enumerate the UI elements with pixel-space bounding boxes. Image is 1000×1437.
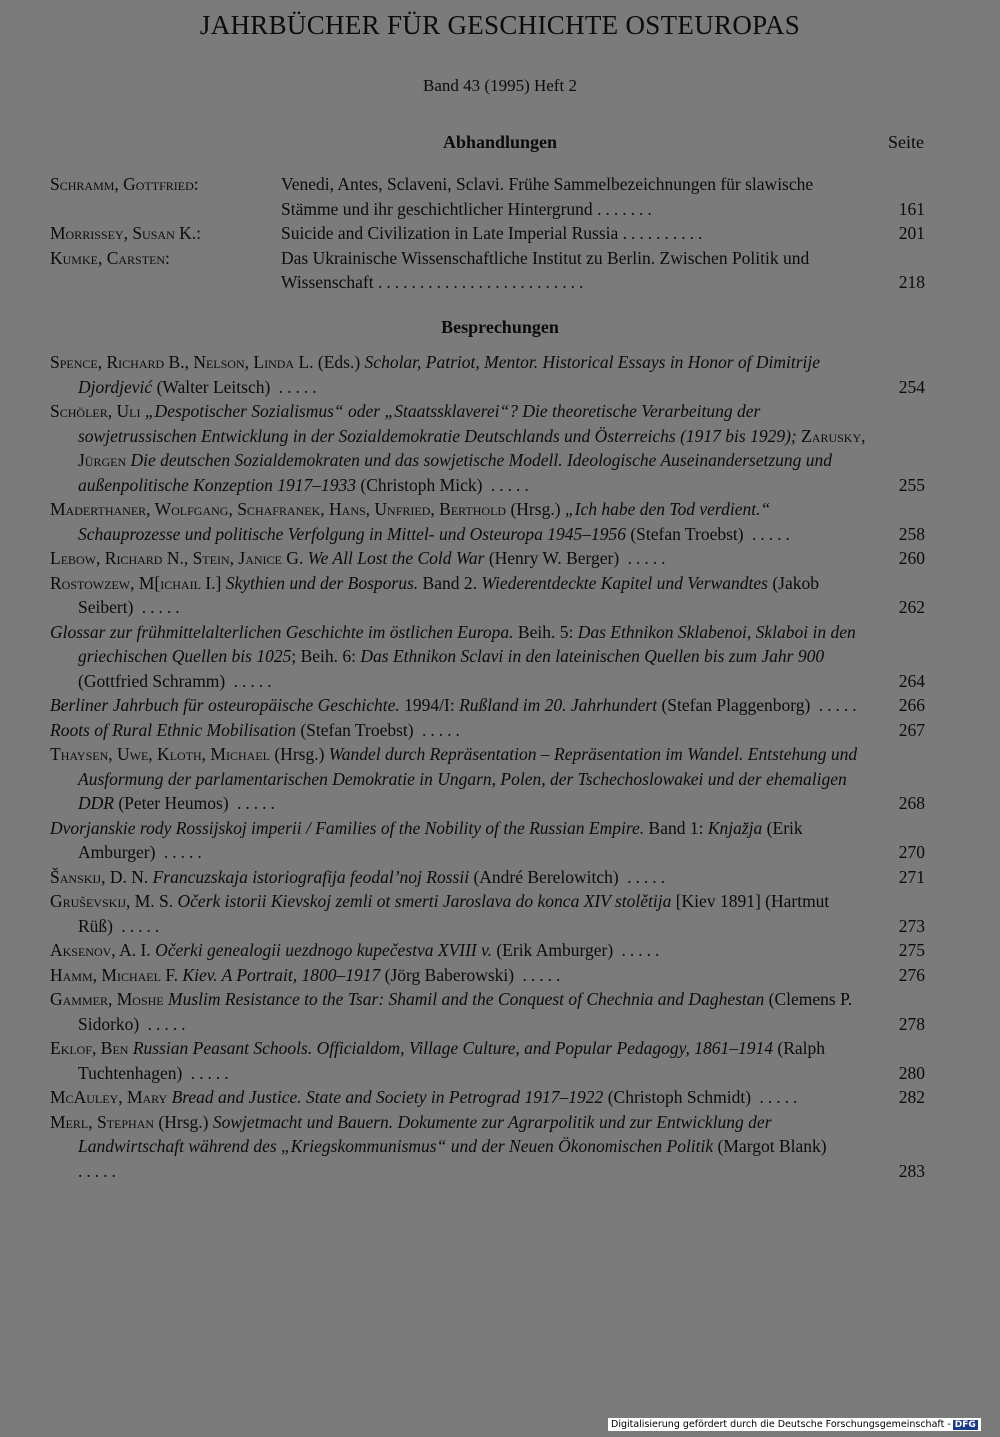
- review-text: (Henry W. Berger): [484, 548, 620, 568]
- review-text: (Stefan Troebst): [625, 523, 744, 544]
- review-citation: Aksenov, A. I. Očerki genealogii uezdnogo kupečestva XVIII v. (Erik Amburger) .....: [50, 940, 664, 960]
- review-title: Francuzskaja istoriografija feodal’noj Rossii: [148, 866, 470, 887]
- article-author: Kumke, Carsten:: [50, 247, 170, 268]
- review-author: Aksenov, A. I.: [50, 940, 151, 960]
- review-author: Rostowzew, M[ichail I.]: [50, 572, 222, 593]
- review-author: Lebow, Richard N., Stein, Janice G.: [50, 548, 304, 568]
- review-text: (Christoph Schmidt): [603, 1087, 752, 1107]
- review-text: (Margot Blank): [713, 1136, 827, 1156]
- page-column-label: Seite: [888, 132, 924, 152]
- review-text: ; Beih. 6:: [291, 646, 361, 666]
- review-entry[interactable]: [0, 718, 1000, 743]
- review-text: (Stefan Plaggenborg): [657, 695, 811, 715]
- review-entry[interactable]: [0, 620, 1000, 694]
- review-citation: Rostowzew, M[ichail I.] Skythien und der Bosporus. Band 2. Wiederentdeckte Kapitel und Verwandtes (Jakob Seibert) .....: [50, 572, 819, 617]
- review-page: 280: [898, 1062, 925, 1083]
- review-citation: Spence, Richard B., Nelson, Linda L. (Eds.) Scholar, Patriot, Mentor. Historical Essays in Honor of Dimitrije Djordjević (Walter Leitsch) .....: [50, 352, 821, 397]
- review-text: Beih. 5:: [513, 621, 578, 642]
- review-author: Maderthaner, Wolfgang, Schafranek, Hans, Unfried, Berthold: [50, 499, 507, 519]
- review-text: Band 2.: [418, 572, 482, 593]
- review-text: (Ralph Tuchtenhagen): [78, 1038, 826, 1083]
- article-title: Venedi, Antes, Sclaveni, Sclavi. Frühe Sammelbezeichnungen für slawische Stämme und ihr geschichtlicher Hintergrund: [281, 174, 814, 219]
- review-title: Knjaz̆ja: [707, 817, 763, 838]
- review-text: (Eds.): [313, 352, 365, 372]
- article-title: Suicide and Civilization in Late Imperial Russia: [281, 223, 619, 243]
- article-title: Das Ukrainische Wissenschaftliche Institut zu Berlin. Zwischen Politik und Wissenschaft: [281, 247, 810, 292]
- review-text: (Stefan Troebst): [295, 719, 414, 740]
- review-page: 283: [898, 1160, 925, 1181]
- review-citation: Merl, Stephan (Hrsg.) Sowjetmacht und Bauern. Dokumente zur Agrarpolitik und zur Entwicklung der Landwirtschaft während des „Kriegskommunismus“ und der Neuen Ökonomischen Politik (Margot Blank) .....: [50, 1111, 827, 1181]
- review-page: 271: [898, 866, 925, 887]
- review-text: (Jakob Seibert): [78, 572, 819, 617]
- abhandlungen-list: [0, 172, 1000, 295]
- footer-text: Digitalisierung gefördert durch die Deutsche Forschungsgemeinschaft -: [611, 1419, 951, 1430]
- review-title: Muslim Resistance to the Tsar: Shamil and the Conquest of Chechnia and Daghestan: [163, 989, 765, 1009]
- dfg-logo-icon: DFG: [954, 1420, 976, 1430]
- review-title: „Ich habe den Tod verdient.“ Schauprozesse und politische Verfolgung in Mittel- und Osteuropa 1945–1956: [78, 499, 771, 544]
- article-entry[interactable]: Morrissey, Susan K.: Suicide and Civilization in Late Imperial Russia .......... 201: [0, 221, 1000, 246]
- review-page: 278: [898, 1013, 925, 1034]
- review-page: 255: [898, 474, 925, 495]
- review-title: „Despotischer Sozialismus“ oder „Staatssklaverei“? Die theoretische Verarbeitung der sowjetrussischen Entwicklung in der Sozialdemokratie Deutschlands und Österreichs (1917 bis 1929);: [78, 401, 802, 446]
- article-entry[interactable]: Kumke, Carsten: Das Ukrainische Wissenschaftliche Institut zu Berlin. Zwischen Politik und Wissenschaft ......................... 218: [0, 246, 1000, 295]
- review-entry[interactable]: [0, 1110, 1000, 1184]
- review-entry[interactable]: [0, 742, 1000, 816]
- review-text: (Walter Leitsch): [152, 376, 271, 397]
- article-author: Morrissey, Susan K.:: [50, 223, 201, 243]
- review-text: (Erik Amburger): [491, 940, 614, 960]
- review-entry[interactable]: [0, 546, 1000, 571]
- review-title: Očerki genealogii uezdnogo kupečestva XVIII v.: [150, 940, 492, 960]
- review-citation: Hamm, Michael F. Kiev. A Portrait, 1800–1917 (Jörg Baberowski) .....: [50, 964, 565, 985]
- review-text: Band 1:: [644, 817, 708, 838]
- review-page: 254: [898, 376, 925, 397]
- besprechungen-list: [0, 350, 1000, 1183]
- review-citation: Maderthaner, Wolfgang, Schafranek, Hans, Unfried, Berthold (Hrsg.) „Ich habe den Tod verdient.“ Schauprozesse und politische Verfolgung in Mittel- und Osteuropa 1945–1956 (Stefan Troebst) .....: [50, 499, 794, 544]
- review-author: Gammer, Moshe: [50, 989, 164, 1009]
- review-text: (Peter Heumos): [113, 793, 229, 813]
- review-text: (Erik Amburger): [78, 817, 803, 862]
- review-entry[interactable]: [0, 963, 1000, 988]
- review-title: We All Lost the Cold War: [303, 548, 485, 568]
- review-author: Spence, Richard B., Nelson, Linda L.: [50, 352, 314, 372]
- review-citation: Berliner Jahrbuch für osteuropäische Geschichte. 1994/I: Rußland im 20. Jahrhundert (Stefan Plaggenborg) .....: [50, 695, 861, 715]
- review-title: Die deutschen Sozialdemokraten und das sowjetische Modell. Ideologische Auseinandersetzung und außenpolitische Konzeption 1917–1933: [78, 450, 833, 495]
- review-entry[interactable]: [0, 497, 1000, 546]
- review-page: 258: [898, 523, 925, 544]
- review-title: Scholar, Patriot, Mentor. Historical Essays in Honor of Dimitrije Djordjević: [78, 352, 821, 397]
- review-title: Kiev. A Portrait, 1800–1917: [178, 964, 381, 985]
- review-page: 266: [898, 695, 925, 715]
- review-text: (Jörg Baberowski): [380, 964, 515, 985]
- review-citation: Roots of Rural Ethnic Mobilisation (Stefan Troebst) .....: [50, 719, 464, 740]
- review-title: Russian Peasant Schools. Officialdom, Village Culture, and Popular Pedagogy, 1861–1914: [128, 1038, 773, 1058]
- review-page: 273: [898, 915, 925, 936]
- review-entry[interactable]: [0, 693, 1000, 718]
- section-heading-besprechungen: Besprechungen: [441, 317, 559, 337]
- review-title: Skythien und der Bosporus.: [221, 572, 419, 593]
- review-citation: Šanskij, D. N. Francuzskaja istoriografija feodal’noj Rossii (André Berelowitch) .....: [50, 866, 669, 887]
- review-page: 275: [898, 940, 925, 960]
- review-citation: Grus̆evskij, M. S. Očerk istorii Kievskoj zemli ot smerti Jaroslava do konca XIV stolětija [Kiev 1891] (Hartmut Rüß) .....: [50, 891, 830, 936]
- journal-title: JAHRBÜCHER FÜR GESCHICHTE OSTEUROPAS: [199, 10, 801, 40]
- review-title: Berliner Jahrbuch für osteuropäische Geschichte.: [50, 695, 400, 715]
- review-citation: Thaysen, Uwe, Kloth, Michael (Hrsg.) Wandel durch Repräsentation – Repräsentation im Wandel. Entstehung und Ausformung der parlamentarischen Demokratie in Ungarn, Polen, der Tschechoslowakei und der ehemaligen DDR (Peter Heumos) .....: [50, 744, 858, 813]
- review-text: (Hrsg.): [506, 499, 565, 519]
- review-citation: Dvorjanskie rody Rossijskoj imperii / Families of the Nobility of the Russian Empire. Band 1: Knjaz̆ja (Erik Amburger) .....: [50, 817, 803, 862]
- review-page: 282: [898, 1087, 925, 1107]
- review-entry[interactable]: [0, 399, 1000, 497]
- review-text: (André Berelowitch): [469, 866, 619, 887]
- review-entry[interactable]: [0, 571, 1000, 620]
- review-entry[interactable]: [0, 350, 1000, 399]
- article-author: Schramm, Gottfried:: [50, 174, 199, 194]
- review-entry[interactable]: [0, 1036, 1000, 1085]
- review-page: 267: [898, 719, 925, 740]
- review-text: (Clemens P. Sidorko): [78, 989, 853, 1034]
- review-text: (Hrsg.): [269, 744, 329, 764]
- article-page: 218: [898, 272, 925, 292]
- review-text: (Hrsg.): [154, 1111, 213, 1132]
- review-author: Hamm, Michael F.: [50, 964, 179, 985]
- review-citation: Schöler, Uli „Despotischer Sozialismus“ oder „Staatssklaverei“? Die theoretische Verarbeitung der sowjetrussischen Entwicklung in der Sozialdemokratie Deutschlands und Österreichs (1917 bis 1929); Zarusky, Jürgen Die deutschen Sozialdemokraten und das sowjetische Modell. Ideologische Auseinandersetzung und außenpolitische Konzeption 1917–1933 (Christoph Mick) .....: [50, 401, 866, 495]
- review-title: Glossar zur frühmittelalterlichen Geschichte im östlichen Europa.: [50, 621, 514, 642]
- volume-info: Band 43 (1995) Heft 2: [423, 76, 577, 95]
- digitization-footer: [608, 1418, 981, 1431]
- review-citation: Glossar zur frühmittelalterlichen Geschichte im östlichen Europa. Beih. 5: Das Ethnikon Sklabenoi, Sklaboi in den griechischen Quellen bis 1025; Beih. 6: Das Ethnikon Sclavi in den lateinischen Quellen bis zum Jahr 900 (Gottfried Schramm) .....: [50, 621, 856, 691]
- review-citation: Gammer, Moshe Muslim Resistance to the Tsar: Shamil and the Conquest of Chechnia and Daghestan (Clemens P. Sidorko) .....: [50, 989, 853, 1034]
- review-page: 260: [898, 548, 925, 568]
- review-entry[interactable]: [0, 816, 1000, 865]
- article-page: 161: [898, 198, 925, 219]
- review-citation: Lebow, Richard N., Stein, Janice G. We All Lost the Cold War (Henry W. Berger) .....: [50, 548, 670, 568]
- article-page: 201: [898, 223, 925, 243]
- review-page: 264: [898, 670, 925, 691]
- review-author: Merl, Stephan: [50, 1111, 155, 1132]
- review-title: Dvorjanskie rody Rossijskoj imperii / Families of the Nobility of the Russian Empire.: [50, 817, 645, 838]
- review-page: 270: [898, 842, 925, 862]
- review-text: (Gottfried Schramm): [78, 670, 226, 691]
- review-entry[interactable]: [0, 987, 1000, 1036]
- review-title: Bread and Justice. State and Society in Petrograd 1917–1922: [167, 1087, 604, 1107]
- review-title: Roots of Rural Ethnic Mobilisation: [50, 719, 296, 740]
- review-title: Wiederentdeckte Kapitel und Verwandtes: [481, 572, 768, 593]
- article-entry[interactable]: Schramm, Gottfried: Venedi, Antes, Sclaveni, Sclavi. Frühe Sammelbezeichnungen für slawische Stämme und ihr geschichtlicher Hintergrund ....... 161: [0, 172, 1000, 221]
- review-title: Das Ethnikon Sclavi in den lateinischen Quellen bis zum Jahr 900: [360, 646, 825, 666]
- review-page: 262: [898, 597, 925, 617]
- review-text: 1994/I:: [399, 695, 460, 715]
- review-entry[interactable]: [0, 865, 1000, 890]
- review-author: Grus̆evskij, M. S.: [50, 891, 174, 911]
- review-title: Rußland im 20. Jahrhundert: [459, 695, 658, 715]
- review-author: Eklof, Ben: [50, 1038, 129, 1058]
- review-title: Wandel durch Repräsentation – Repräsentation im Wandel. Entstehung und Ausformung der parlamentarischen Demokratie in Ungarn, Polen, der Tschechoslowakei und der ehemaligen DDR: [78, 744, 858, 813]
- review-text: [Kiev 1891] (Hartmut Rüß): [78, 891, 830, 936]
- review-entry[interactable]: [0, 938, 1000, 963]
- review-text: (Christoph Mick): [356, 474, 483, 495]
- section-heading-abhandlungen: Abhandlungen: [442, 132, 558, 152]
- review-title: Sowjetmacht und Bauern. Dokumente zur Agrarpolitik und zur Entwicklung der Landwirtschaft während des „Kriegskommunismus“ und der Neuen Ökonomischen Politik: [78, 1111, 772, 1156]
- review-entry[interactable]: [0, 889, 1000, 938]
- review-title: Das Ethnikon Sklabenoi, Sklaboi in den griechischen Quellen bis 1025: [78, 621, 856, 666]
- review-page: 276: [898, 964, 925, 985]
- review-page: 268: [898, 793, 925, 813]
- review-author: Šanskij, D. N.: [50, 866, 149, 887]
- review-author: Schöler, Uli: [50, 401, 141, 421]
- review-author: McAuley, Mary: [50, 1087, 168, 1107]
- review-citation: McAuley, Mary Bread and Justice. State and Society in Petrograd 1917–1922 (Christoph Schmidt) .....: [50, 1087, 802, 1107]
- review-citation: Eklof, Ben Russian Peasant Schools. Officialdom, Village Culture, and Popular Pedagogy, 1861–1914 (Ralph Tuchtenhagen) .....: [50, 1038, 826, 1083]
- review-author: Zarusky, Jürgen: [78, 425, 866, 470]
- review-author: Thaysen, Uwe, Kloth, Michael: [50, 744, 270, 764]
- review-title: Očerk istorii Kievskoj zemli ot smerti Jaroslava do konca XIV stolětija: [173, 891, 672, 911]
- review-entry[interactable]: [0, 1085, 1000, 1110]
